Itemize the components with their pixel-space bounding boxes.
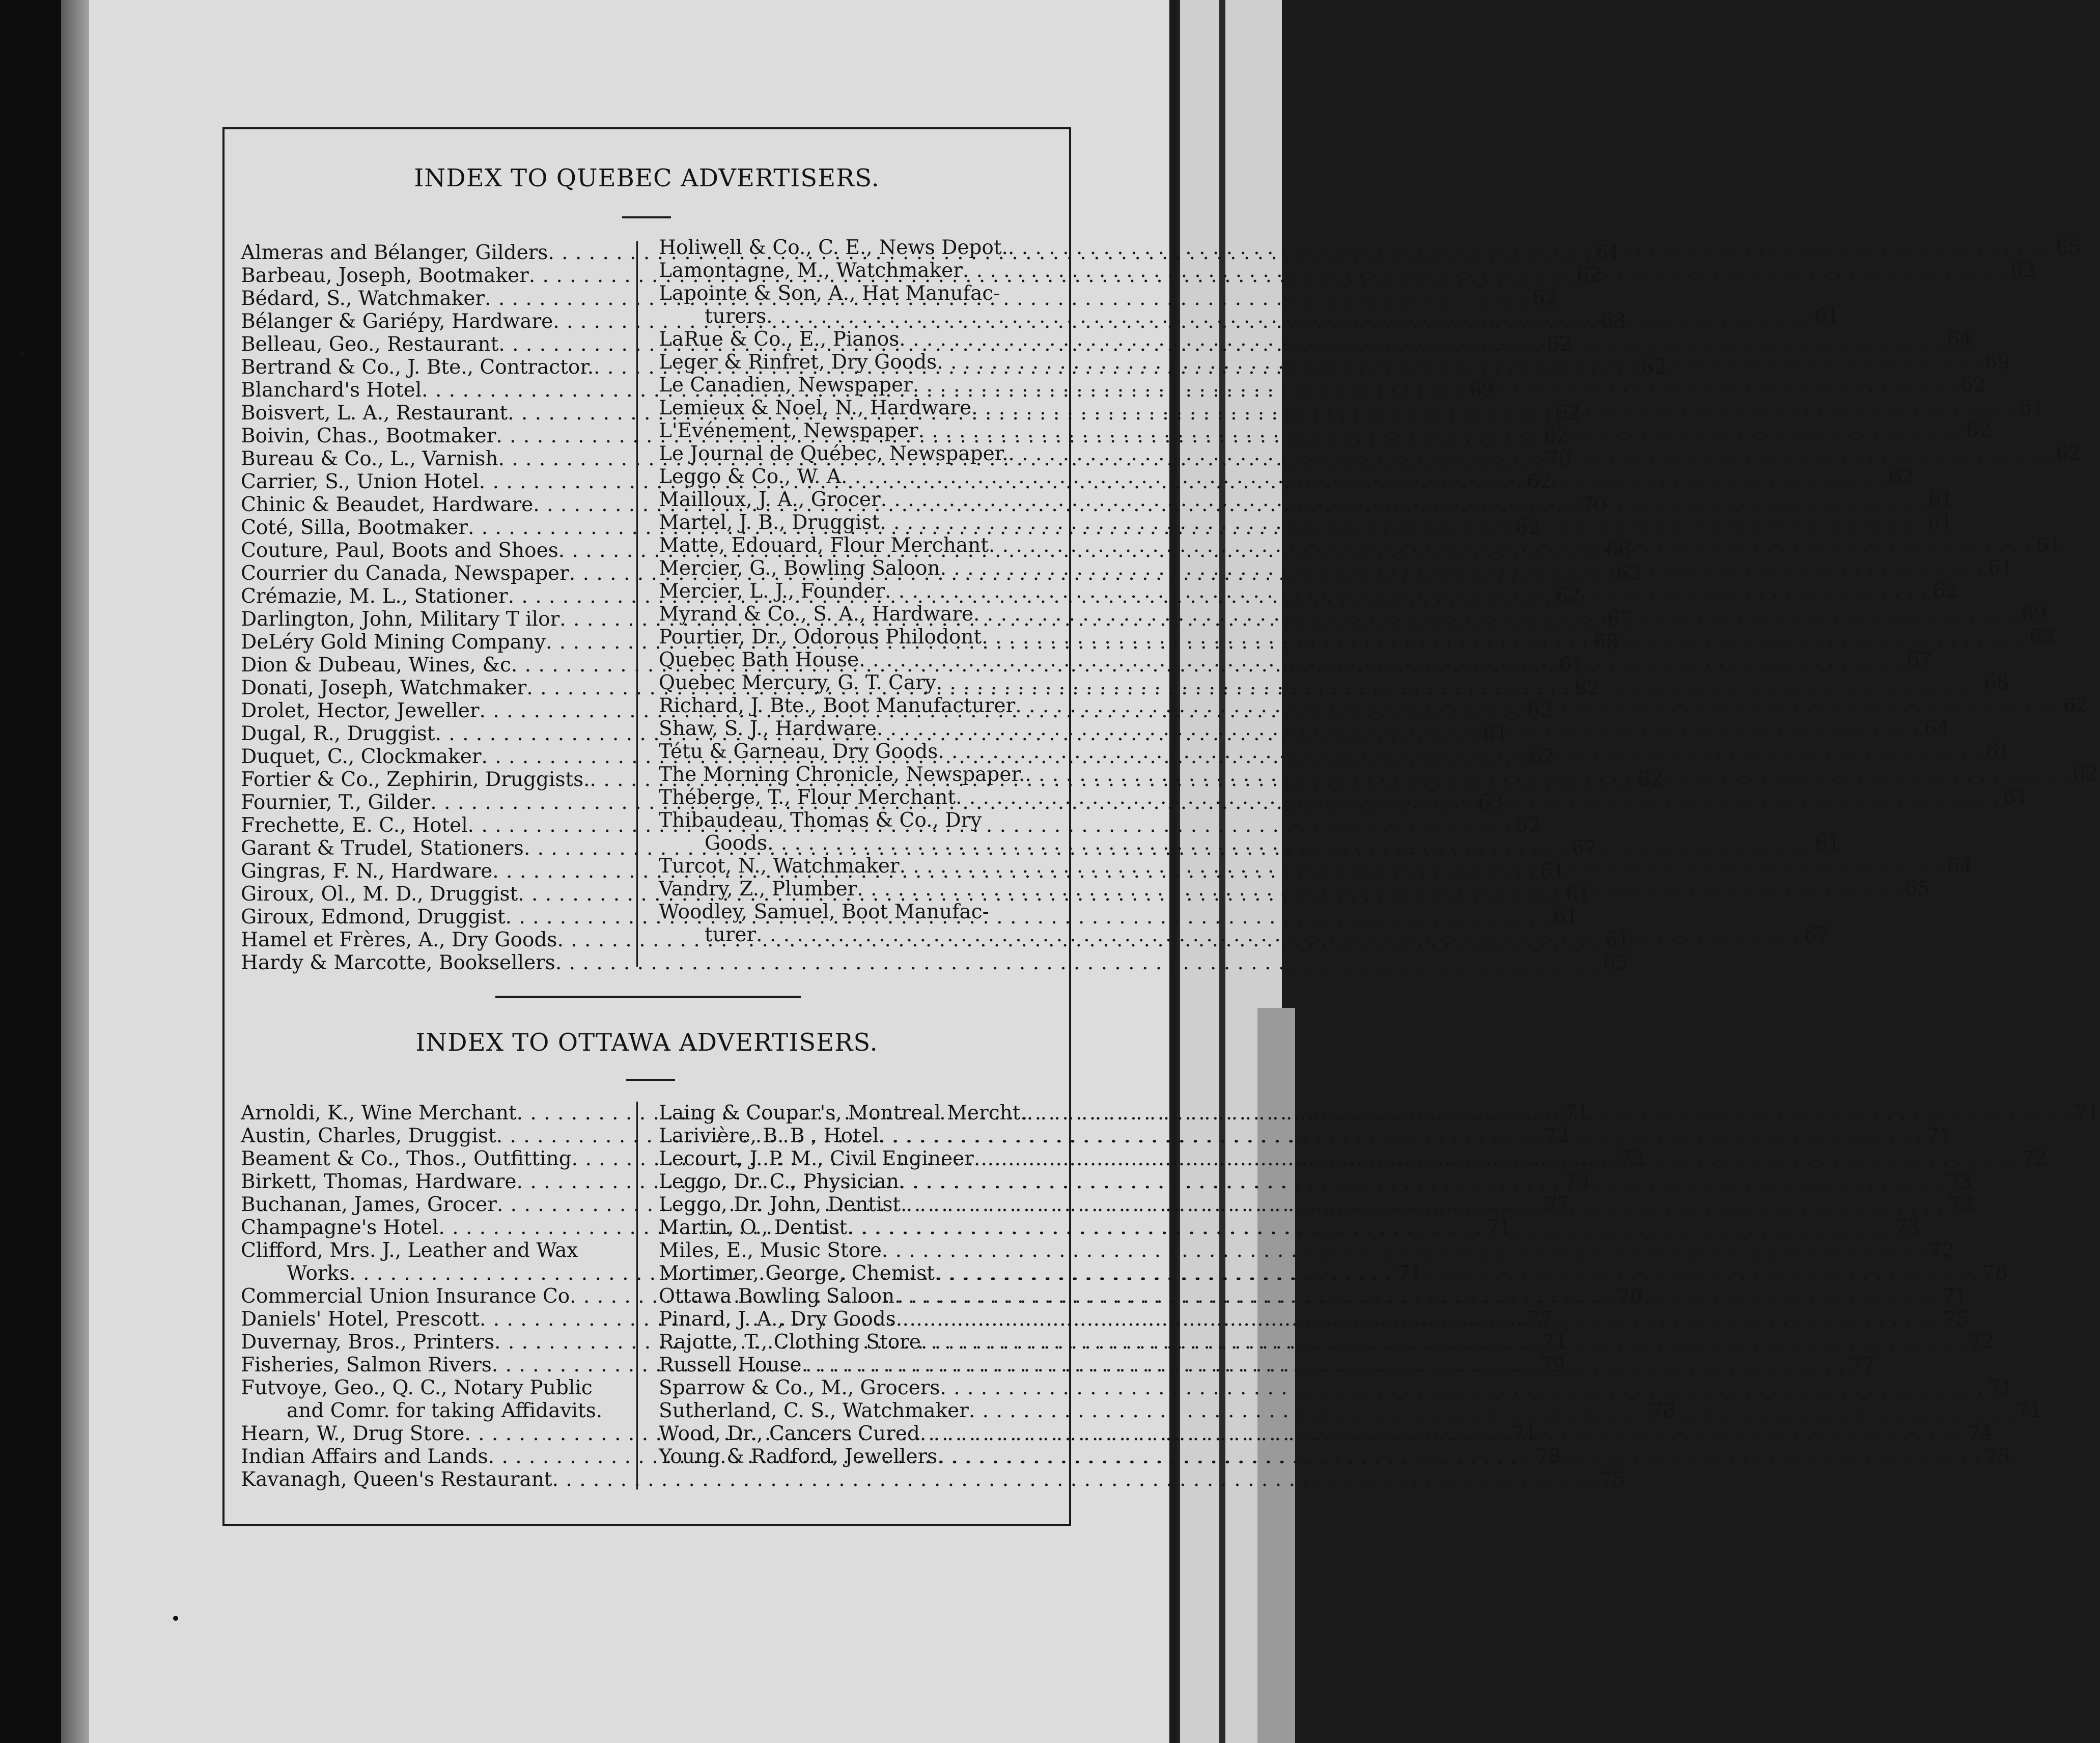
- page-number: 73: [1619, 1147, 1645, 1170]
- page-number: 73: [1564, 1170, 1590, 1193]
- page-number: 72: [1544, 1124, 1570, 1147]
- page-number: 62: [1515, 814, 1541, 837]
- index-entry: [659, 1376, 2013, 1399]
- dot-leader: [935, 1262, 1978, 1285]
- dot-leader: [956, 786, 1999, 809]
- section-divider: [495, 996, 801, 998]
- page-number: 72: [2021, 1147, 2047, 1170]
- dot-leader: [1015, 694, 2059, 717]
- column-divider: [636, 241, 638, 967]
- dot-leader: [1025, 763, 2068, 786]
- advertiser-name: Shaw, S. J., Hardware: [659, 717, 877, 740]
- page-number: 64: [1947, 855, 1973, 878]
- page-number: 62: [1933, 580, 1958, 603]
- advertiser-name: Théberge, T., Flour Merchant: [659, 786, 956, 809]
- advertiser-name: Boivin, Chas., Bootmaker: [241, 425, 496, 447]
- index-entry: [659, 419, 1992, 442]
- page-number: 61: [1985, 740, 2011, 763]
- page-number: 76: [1982, 1262, 2008, 1285]
- page-number: 62: [1544, 425, 1570, 447]
- page-number: 62: [1529, 745, 1555, 768]
- page-number: 71: [1564, 1102, 1590, 1124]
- advertiser-name: Crémazie, M. L., Stationer: [241, 585, 508, 608]
- advertiser-name: Chinic & Beaudet, Hardware: [241, 493, 534, 516]
- advertiser-name: Martel, J. B., Druggist: [659, 511, 880, 534]
- column-divider: [636, 1102, 638, 1489]
- index-entry: [659, 901, 1076, 923]
- advertiser-name: Champagne's Hotel: [241, 1216, 439, 1239]
- dot-leader: [913, 374, 1956, 397]
- advertiser-name: LaRue & Co., E., Pianos: [659, 328, 900, 351]
- page-number: 62: [1555, 402, 1581, 425]
- advertiser-name: Dugal, R., Druggist: [241, 722, 435, 745]
- advertiser-name: Mercier, L. J., Founder: [659, 580, 885, 603]
- dot-leader: [940, 1376, 1983, 1399]
- index-entry: [659, 809, 1076, 832]
- index-entry: [659, 1170, 1972, 1193]
- page-number: 78: [1535, 1445, 1561, 1468]
- advertiser-name: Courrier du Canada, Newspaper: [241, 562, 569, 585]
- advertiser-name: Tétu & Garneau, Dry Goods: [659, 740, 938, 763]
- advertiser-name: Goods: [705, 832, 768, 855]
- advertiser-name: Coté, Silla, Bootmaker: [241, 516, 468, 539]
- page-number: 61: [1553, 906, 1579, 929]
- page-number: 75: [1600, 1468, 1626, 1491]
- advertiser-name: Donati, Joseph, Watchmaker: [241, 677, 527, 699]
- dot-leader: [896, 1308, 1940, 1331]
- advertiser-name: Woodley, Samuel, Boot Manufac-: [659, 901, 989, 923]
- advertiser-name: Lecourt, J. P. M., Civil Engineer: [659, 1147, 974, 1170]
- page-number: 70: [1617, 1285, 1643, 1308]
- dot-leader: [921, 1331, 1965, 1354]
- index-entry: [659, 1102, 2100, 1124]
- dot-leader: [1008, 442, 2052, 465]
- quebec-index-title: INDEX TO QUEBEC ADVERTISERS.: [414, 164, 880, 192]
- dot-leader: [940, 557, 1984, 580]
- dot-leader: [1008, 236, 2052, 259]
- advertiser-name: Duquet, C., Clockmaker: [241, 745, 482, 768]
- dot-leader: [552, 1468, 1596, 1491]
- dot-leader: [974, 1147, 2018, 1170]
- page-number: 61: [1565, 883, 1591, 906]
- page-number: 61: [1605, 929, 1631, 951]
- page-number: 77: [1544, 1193, 1570, 1216]
- dot-leader: [918, 419, 1962, 442]
- advertiser-name: Couture, Paul, Boots and Shoes: [241, 539, 558, 562]
- advertiser-name: Sutherland, C. S., Watchmaker: [659, 1399, 969, 1422]
- dot-leader: [899, 328, 1943, 351]
- advertiser-name: Barbeau, Joseph, Bootmaker: [241, 264, 529, 287]
- page-number: 62: [1966, 419, 1992, 442]
- dot-leader: [937, 1445, 1981, 1468]
- page-number: 73: [1895, 1216, 1920, 1239]
- page-number: 61: [1987, 557, 2013, 580]
- advertiser-name: Bédard, S., Watchmaker: [241, 287, 485, 310]
- advertiser-name: Lapointe & Son, A., Hat Manufac-: [659, 282, 1000, 305]
- page-number: 61: [1595, 241, 1621, 264]
- dot-leader: [1027, 1102, 2070, 1124]
- page-number: 61: [1928, 488, 1954, 511]
- advertiser-name: L'Evénement, Newspaper: [659, 419, 918, 442]
- page-number: 71: [1987, 1376, 2013, 1399]
- advertiser-name: Dion & Dubeau, Wines, &c: [241, 654, 511, 677]
- advertiser-name: Le Canadien, Newspaper: [659, 374, 913, 397]
- advertiser-name: Mortimer, George, Chemist: [659, 1262, 935, 1285]
- advertiser-name: Larivière, B. B , Hotel: [659, 1124, 879, 1147]
- page-number: 72: [1969, 1331, 1994, 1354]
- page-number: 62: [2063, 694, 2088, 717]
- page-number: 61: [1559, 654, 1584, 677]
- advertiser-name: and Comr. for taking Affidavits.: [287, 1399, 603, 1422]
- advertiser-name: Myrand & Co., S. A., Hardware: [659, 603, 973, 626]
- page-number: 71: [1926, 1124, 1952, 1147]
- advertiser-name: Daniels' Hotel, Prescott: [241, 1308, 480, 1331]
- page-number: 78: [1650, 1399, 1675, 1422]
- page-number: 67: [1804, 923, 1829, 946]
- advertiser-name: Garant & Trudel, Stationers: [241, 837, 524, 860]
- advertiser-name: turer: [705, 923, 757, 946]
- advertiser-name: Hamel et Frères, A., Dry Goods: [241, 929, 557, 951]
- page-number: 61: [1540, 860, 1565, 883]
- dot-leader: [847, 1216, 1891, 1239]
- advertiser-name: Hardy & Marcotte, Booksellers: [241, 951, 555, 974]
- advertiser-name: Lamontagne, M., Watchmaker: [659, 259, 963, 282]
- page-number: 65: [1905, 878, 1930, 901]
- page-number: 62: [1527, 699, 1553, 722]
- advertiser-name: Indian Affairs and Lands: [241, 1445, 488, 1468]
- advertiser-name: Young & Radford, Jewellers: [659, 1445, 938, 1468]
- advertiser-name: Leggo, Dr. John, Dentist: [659, 1193, 901, 1216]
- advertiser-name: Buchanan, James, Grocer: [241, 1193, 497, 1216]
- advertiser-name: Richard, J. Bte., Boot Manufacturer: [659, 694, 1016, 717]
- dot-leader: [882, 1239, 1925, 1262]
- dot-leader: [936, 671, 1980, 694]
- advertiser-name: Martin, O., Dentist: [659, 1216, 848, 1239]
- index-entry: [241, 1468, 1626, 1491]
- page-number: 61: [2003, 786, 2029, 809]
- dot-leader: [841, 465, 1885, 488]
- index-entry: [241, 1376, 658, 1399]
- advertiser-name: Commercial Union Insurance Co: [241, 1285, 570, 1308]
- page-number: 63: [1478, 791, 1504, 814]
- page-number: 66: [1606, 539, 1632, 562]
- advertiser-name: Mailloux, J. A., Grocer: [659, 488, 881, 511]
- dot-leader: [899, 1170, 1943, 1193]
- dot-leader: [578, 1239, 629, 1262]
- advertiser-name: Vandry, Z., Plumber: [659, 878, 857, 901]
- index-entry: [241, 1239, 658, 1262]
- advertiser-name: Fortier & Co., Zephirin, Druggists.: [241, 768, 590, 791]
- page-number: 61: [1927, 511, 1953, 534]
- page-number: 69: [1469, 379, 1495, 402]
- advertiser-name: Matte, Edouard, Flour Merchant: [659, 534, 989, 557]
- dot-leader: [767, 832, 1811, 855]
- page-number: 71: [1542, 1331, 1567, 1354]
- page-number: 65: [2056, 236, 2081, 259]
- advertiser-name: Gingras, F. N., Hardware: [241, 860, 493, 883]
- page-number: 61: [1482, 722, 1508, 745]
- advertiser-name: Fournier, T., Gilder: [241, 791, 431, 814]
- page-number: 67: [1907, 649, 1933, 671]
- page-number: 62: [1889, 465, 1914, 488]
- page-number: 71: [1942, 1285, 1968, 1308]
- advertiser-name: Belleau, Geo., Restaurant: [241, 333, 499, 356]
- page-number: 79: [1539, 1354, 1565, 1376]
- advertiser-name: Bureau & Co., L., Varnish: [241, 447, 498, 470]
- advertiser-name: Darlington, John, Military T ilor: [241, 608, 560, 631]
- scan-speck: [20, 350, 25, 355]
- advertiser-name: Birkett, Thomas, Hardware: [241, 1170, 517, 1193]
- page-number: 67: [1571, 837, 1597, 860]
- advertiser-name: Giroux, Ol., M. D., Druggist: [241, 883, 518, 906]
- page-number: 70: [1546, 447, 1572, 470]
- advertiser-name: Almeras and Bélanger, Gilders: [241, 241, 548, 264]
- advertiser-name: Clifford, Mrs. J., Leather and Wax: [241, 1239, 578, 1262]
- page-number: 61: [1814, 305, 1839, 328]
- advertiser-name: Futvoye, Geo., Q. C., Notary Public: [241, 1376, 593, 1399]
- advertiser-name: Turcot, N., Watchmaker: [659, 855, 900, 878]
- page-number: 77: [1527, 1308, 1553, 1331]
- dot-leader: [894, 1285, 1938, 1308]
- dot-leader: [938, 740, 1981, 763]
- index-entry: [659, 763, 2098, 786]
- page-number: 62: [1616, 562, 1642, 585]
- advertiser-name: turers: [705, 305, 767, 328]
- page-number: 65: [1603, 951, 1629, 974]
- dot-leader: [881, 488, 1924, 511]
- dot-leader: [802, 1354, 1845, 1376]
- advertiser-name: Ottawa Bowling Saloon: [659, 1285, 895, 1308]
- advertiser-name: Kavanagh, Queen's Restaurant: [241, 1468, 552, 1491]
- dot-leader: [969, 1399, 2012, 1422]
- scan-border: [0, 0, 66, 1743]
- advertiser-name: Boisvert, L. A., Restaurant: [241, 402, 508, 425]
- page-number: 71: [2017, 1399, 2042, 1422]
- advertiser-name: Le Journal de Québec, Newspaper.: [659, 442, 1009, 465]
- dot-leader: [857, 878, 1900, 901]
- dot-leader: [1000, 282, 1047, 305]
- page-number: 62: [2056, 442, 2082, 465]
- dot-leader: [901, 1193, 1944, 1216]
- advertiser-name: Leggo & Co., W. A: [659, 465, 841, 488]
- page-number: 75: [1943, 1308, 1969, 1331]
- advertiser-name: Rajotte, T., Clothing Store: [659, 1331, 921, 1354]
- dot-leader: [989, 901, 1047, 923]
- page-number: 73: [1946, 1170, 1972, 1193]
- page-number: 67: [1607, 608, 1633, 631]
- page-number: 77: [1849, 1354, 1875, 1376]
- advertiser-name: Duvernay, Bros., Printers: [241, 1331, 495, 1354]
- page-number: 69: [2021, 603, 2047, 626]
- dot-leader: [859, 649, 1902, 671]
- page-number: 61: [1815, 832, 1840, 855]
- dot-leader: [885, 580, 1928, 603]
- dot-leader: [877, 717, 1920, 740]
- advertiser-name: Pinard, J. A., Dry Goods: [659, 1308, 896, 1331]
- advertiser-name: Miles, E., Music Store: [659, 1239, 882, 1262]
- page-number: 62: [1526, 470, 1552, 493]
- dot-leader: [937, 351, 1980, 374]
- advertiser-name: Frechette, E. C., Hotel: [241, 814, 468, 837]
- page-number: 70: [1581, 493, 1606, 516]
- advertiser-name: Fisheries, Salmon Rivers: [241, 1354, 492, 1376]
- dot-leader: [593, 1376, 629, 1399]
- dot-leader: [766, 305, 1810, 328]
- advertiser-name: DeLéry Gold Mining Company: [241, 631, 546, 654]
- dot-leader: [879, 1124, 1922, 1147]
- page-number: 68: [1983, 671, 2009, 694]
- advertiser-name: Pourtier, Dr., Odorous Philodont: [659, 626, 982, 649]
- scan-speck: [173, 1616, 178, 1621]
- index-entry: [659, 580, 1958, 603]
- dot-leader: [756, 923, 1800, 946]
- page-number: 72: [1948, 1193, 1974, 1216]
- page-number: 62: [1960, 374, 1986, 397]
- title-rule: [622, 216, 671, 218]
- dot-leader: [982, 809, 1047, 832]
- index-entry: [659, 259, 2036, 282]
- ottawa-index-title: INDEX TO OTTAWA ADVERTISERS.: [415, 1028, 878, 1057]
- advertiser-name: Arnoldi, K., Wine Merchant: [241, 1102, 517, 1124]
- advertiser-name: Leggo, Dr. C., Physician: [659, 1170, 899, 1193]
- advertiser-name: The Morning Chronicle, Newspaper.: [659, 763, 1025, 786]
- page-number: 69: [1984, 351, 2010, 374]
- advertiser-name: Quebec Bath House: [659, 649, 859, 671]
- page-number: 62: [1641, 356, 1667, 379]
- dot-leader: [963, 259, 2006, 282]
- page-number: 71: [1486, 1216, 1512, 1239]
- page-number: 62: [1516, 516, 1541, 539]
- advertiser-name: Lemieux & Noel, N., Hardware: [659, 397, 972, 419]
- index-entry: [659, 1239, 1955, 1262]
- advertiser-name: Holiwell & Co., C. E., News Depot.: [659, 236, 1008, 259]
- advertiser-name: Laing & Coupar's, Montreal Mercht.: [659, 1102, 1027, 1124]
- page-number: 64: [1924, 717, 1950, 740]
- page-number: 61: [2019, 397, 2045, 419]
- page-number: 62: [1637, 768, 1663, 791]
- advertiser-name: Thibaudeau, Thomas & Co., Dry: [659, 809, 982, 832]
- index-entry: [659, 694, 2088, 717]
- page-number: 63: [1601, 310, 1626, 333]
- advertiser-name: Bertrand & Co., J. Bte., Contractor.: [241, 356, 594, 379]
- advertiser-name: Sparrow & Co., M., Grocers: [659, 1376, 940, 1399]
- dot-leader: [880, 511, 1923, 534]
- page-number: 62: [1532, 287, 1558, 310]
- advertiser-name: Beament & Co., Thos., Outfitting: [241, 1147, 572, 1170]
- index-entry: [241, 951, 1629, 974]
- page-number: 63: [2029, 626, 2055, 649]
- page-number: 62: [1555, 585, 1581, 608]
- advertiser-name: Hearn, W., Drug Store: [241, 1422, 465, 1445]
- page-number: 71: [2074, 1102, 2100, 1124]
- page-number: 68: [1593, 631, 1619, 654]
- page-number: 62: [2073, 763, 2098, 786]
- advertiser-name: Works: [287, 1262, 350, 1285]
- page-number: 64: [1947, 328, 1973, 351]
- page-number: 62: [1576, 264, 1602, 287]
- dot-leader: [920, 1422, 1964, 1445]
- dot-leader: [982, 626, 2025, 649]
- advertiser-name: Blanchard's Hotel: [241, 379, 422, 402]
- dot-leader: [973, 603, 2017, 626]
- page-number: 74: [1967, 1422, 1993, 1445]
- dot-leader: [900, 855, 1943, 878]
- advertiser-name: Russell House: [659, 1354, 802, 1376]
- page-number: 71: [1397, 1262, 1422, 1285]
- advertiser-name: Carrier, S., Union Hotel: [241, 470, 479, 493]
- advertiser-name: Wood, Dr., Cancers Cured: [659, 1422, 920, 1445]
- advertiser-name: Drolet, Hector, Jeweller: [241, 699, 480, 722]
- page-number: 72: [1929, 1239, 1955, 1262]
- advertiser-name: Mercier, G., Bowling Saloon: [659, 557, 940, 580]
- index-entry: [659, 465, 1914, 488]
- advertiser-name: Austin, Charles, Druggist: [241, 1124, 496, 1147]
- page-number: 71: [1512, 1422, 1538, 1445]
- dot-leader: [971, 397, 2015, 419]
- page-number: 61: [2036, 534, 2062, 557]
- page-number: 62: [1546, 333, 1572, 356]
- title-rule: [626, 1079, 675, 1081]
- advertiser-name: Giroux, Edmond, Druggist: [241, 906, 506, 929]
- advertiser-name: Bélanger & Gariépy, Hardware: [241, 310, 553, 333]
- page-number: 62: [1574, 677, 1600, 699]
- index-entry: [659, 282, 1076, 305]
- advertiser-name: Leger & Rinfret, Dry Goods: [659, 351, 937, 374]
- advertiser-name: Quebec Mercury, G. T. Cary: [659, 671, 936, 694]
- page-number: 75: [1985, 1445, 2010, 1468]
- dot-leader: [989, 534, 2032, 557]
- dot-leader: [555, 951, 1599, 974]
- page-number: 62: [2010, 259, 2036, 282]
